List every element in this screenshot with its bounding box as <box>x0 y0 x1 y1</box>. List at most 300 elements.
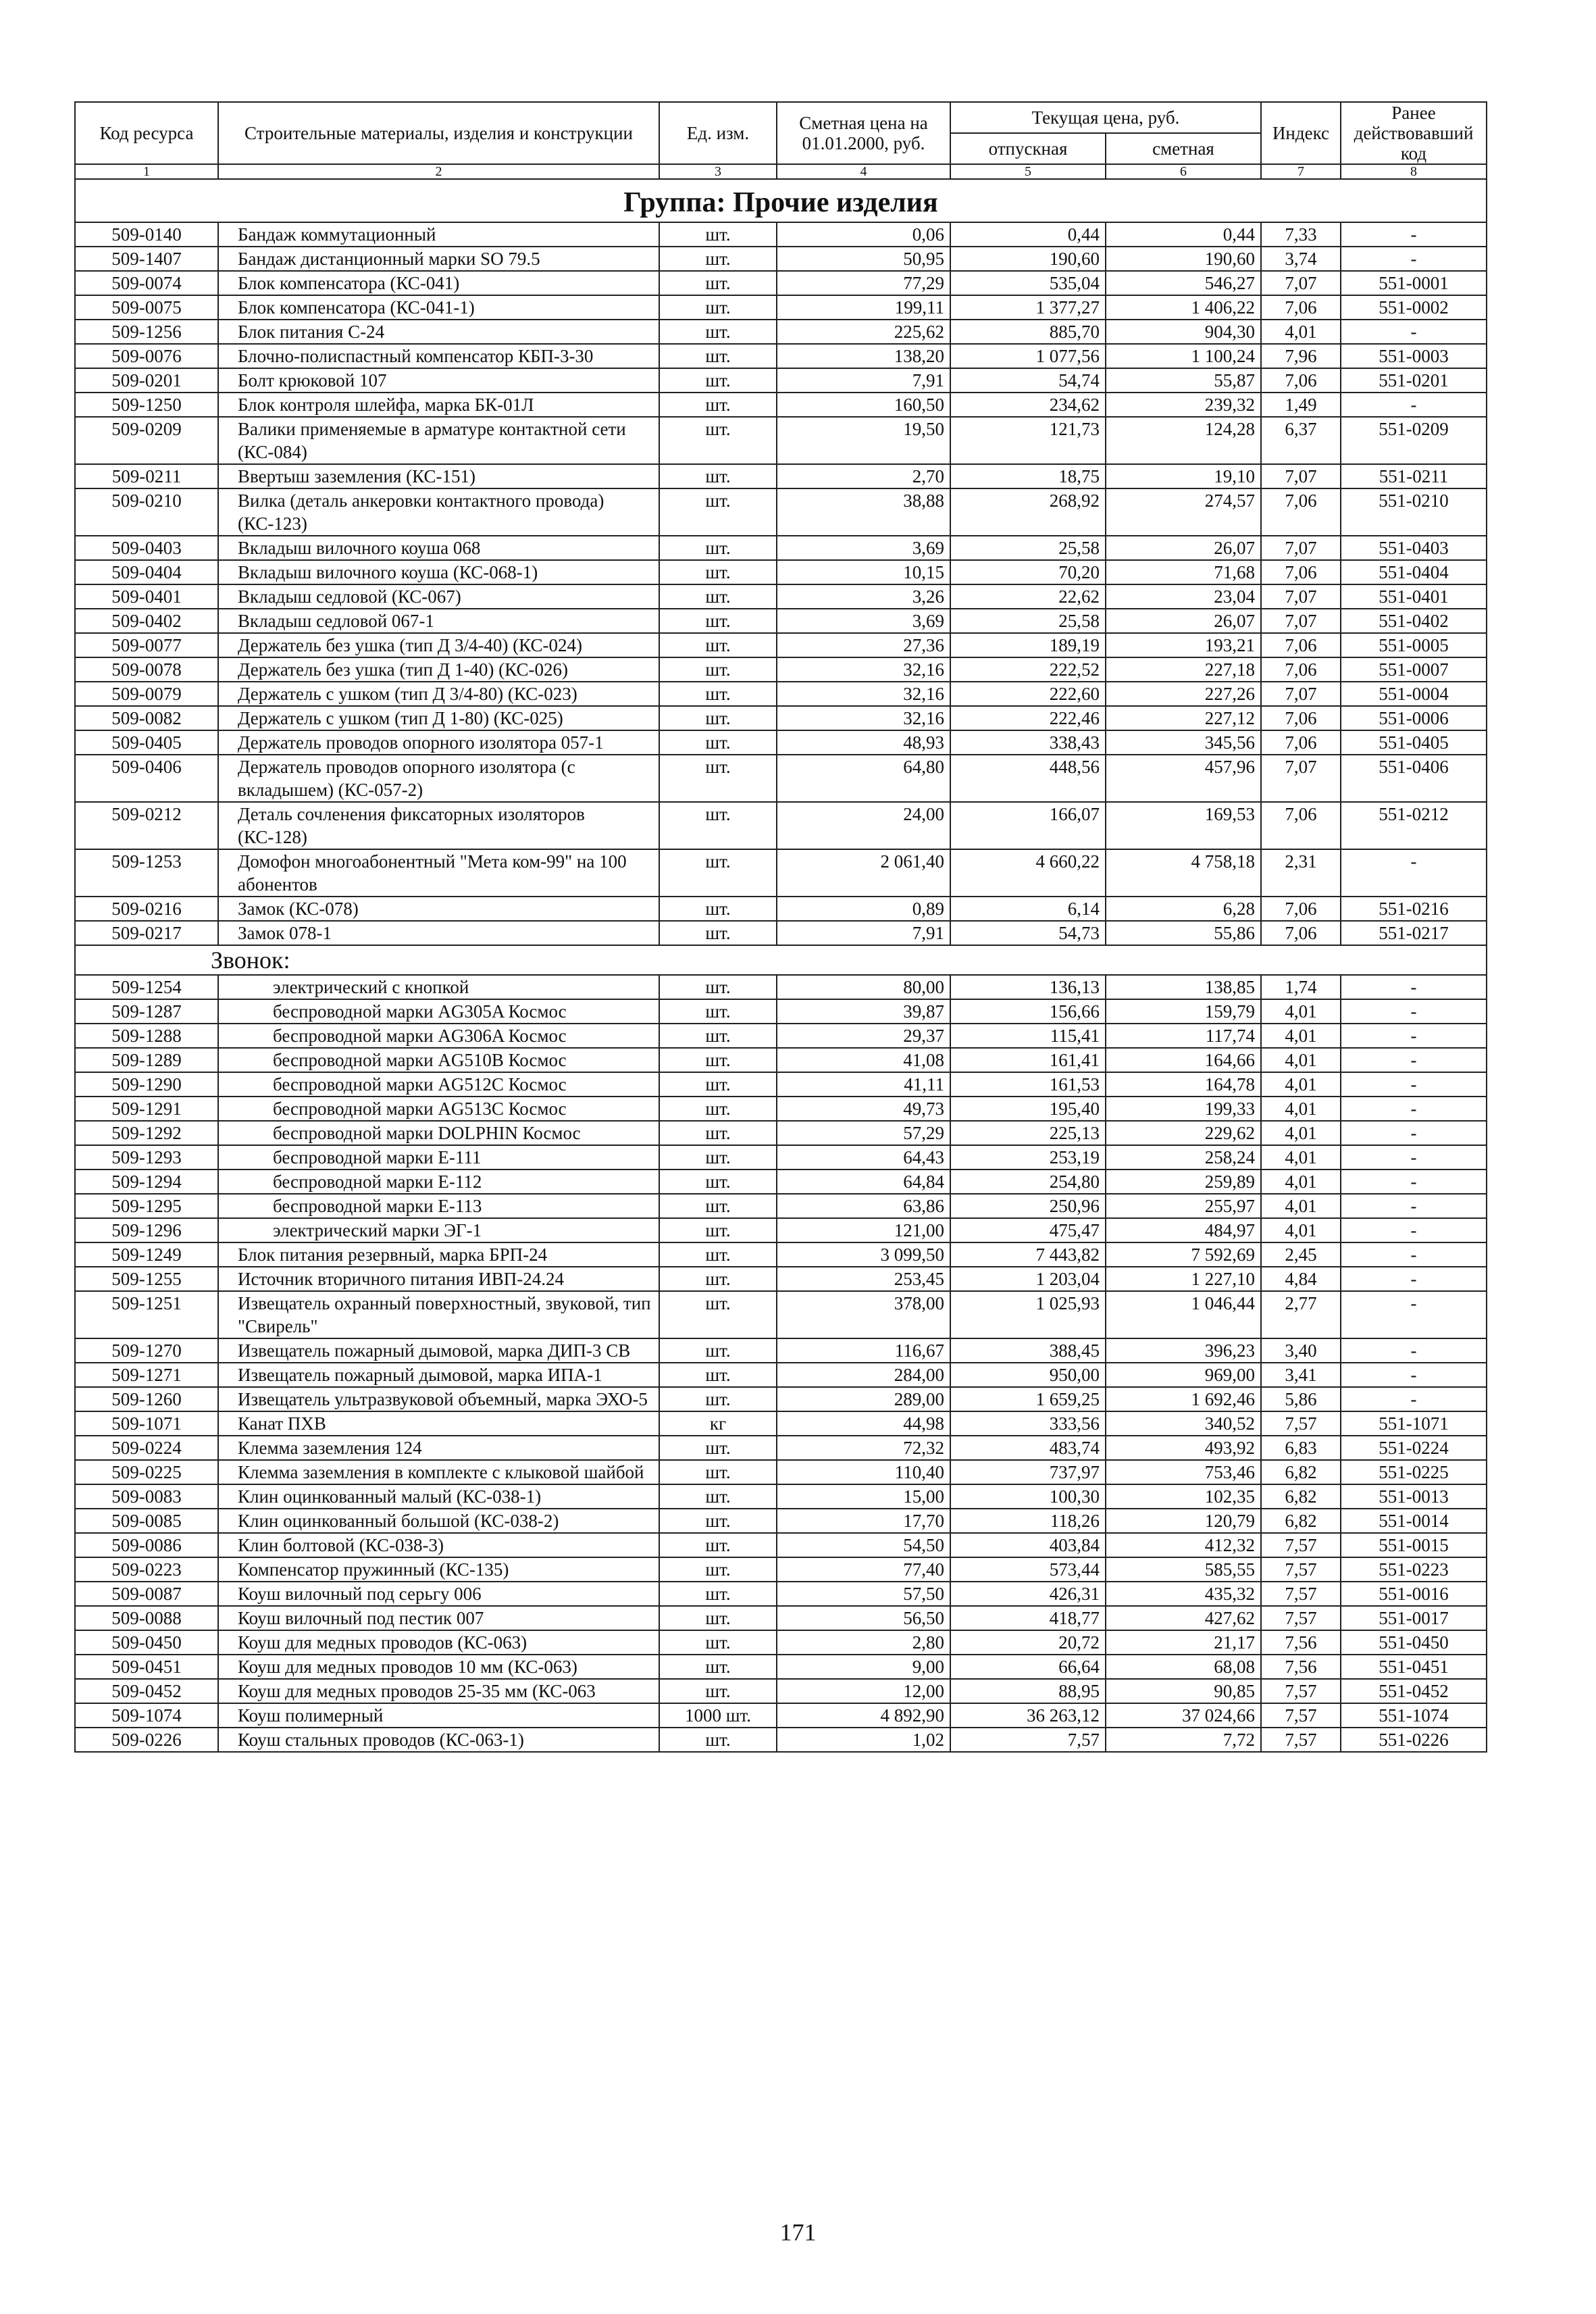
previous-code: - <box>1341 1218 1487 1242</box>
item-name: Компенсатор пружинный (КС-135) <box>218 1557 659 1582</box>
price-index: 7,07 <box>1261 464 1341 488</box>
price-index: 7,56 <box>1261 1630 1341 1655</box>
base-price: 64,80 <box>777 755 950 802</box>
unit-of-measure: шт. <box>659 633 777 657</box>
base-price: 41,11 <box>777 1072 950 1097</box>
unit-of-measure: шт. <box>659 755 777 802</box>
resource-code: 509-1292 <box>75 1121 218 1145</box>
table-row <box>75 536 1487 560</box>
release-price: 1 025,93 <box>950 1291 1106 1338</box>
item-name: Держатель проводов опорного изолятора (с вкладышем) (КС-057-2) <box>218 755 659 802</box>
price-index: 6,82 <box>1261 1460 1341 1484</box>
resource-code: 509-0075 <box>75 295 218 320</box>
header-row-1 <box>75 102 1487 133</box>
table-row <box>75 1630 1487 1655</box>
item-name: Вкладыш вилочного коуша 068 <box>218 536 659 560</box>
price-index: 7,07 <box>1261 584 1341 609</box>
price-index: 4,01 <box>1261 320 1341 344</box>
price-index: 7,07 <box>1261 755 1341 802</box>
resource-code: 509-0076 <box>75 344 218 368</box>
previous-code: 551-0201 <box>1341 368 1487 393</box>
previous-code: 551-0403 <box>1341 536 1487 560</box>
estimate-price: 159,79 <box>1106 999 1261 1024</box>
release-price: 195,40 <box>950 1097 1106 1121</box>
table-row <box>75 755 1487 802</box>
item-name: Блочно-полиспастный компенсатор КБП-3-30 <box>218 344 659 368</box>
resource-code: 509-0224 <box>75 1436 218 1460</box>
price-index: 4,01 <box>1261 1024 1341 1048</box>
previous-code: 551-0216 <box>1341 897 1487 921</box>
column-number: 5 <box>950 164 1106 179</box>
resource-code: 509-0079 <box>75 682 218 706</box>
previous-code: - <box>1341 222 1487 247</box>
resource-code: 509-0402 <box>75 609 218 633</box>
table-row <box>75 1267 1487 1291</box>
release-price: 885,70 <box>950 320 1106 344</box>
table-row <box>75 1097 1487 1121</box>
resource-code: 509-1295 <box>75 1194 218 1218</box>
base-price: 50,95 <box>777 247 950 271</box>
estimate-price: 412,32 <box>1106 1533 1261 1557</box>
resource-code: 509-0405 <box>75 730 218 755</box>
release-price: 254,80 <box>950 1169 1106 1194</box>
item-name: Коуш для медных проводов 25-35 мм (КС-063 <box>218 1679 659 1703</box>
table-row <box>75 1509 1487 1533</box>
estimate-price: 23,04 <box>1106 584 1261 609</box>
item-name: Клемма заземления в комплекте с клыковой шайбой <box>218 1460 659 1484</box>
unit-of-measure: шт. <box>659 320 777 344</box>
table-row <box>75 706 1487 730</box>
resource-code: 509-0085 <box>75 1509 218 1533</box>
base-price: 138,20 <box>777 344 950 368</box>
estimate-price: 1 100,24 <box>1106 344 1261 368</box>
base-price: 32,16 <box>777 706 950 730</box>
base-price: 64,43 <box>777 1145 950 1169</box>
price-index: 7,57 <box>1261 1703 1341 1728</box>
estimate-price: 457,96 <box>1106 755 1261 802</box>
unit-of-measure: шт. <box>659 417 777 464</box>
header-code: Код ресурса <box>75 102 218 164</box>
price-index: 7,06 <box>1261 657 1341 682</box>
page-number: 171 <box>779 2219 817 2246</box>
estimate-price: 227,12 <box>1106 706 1261 730</box>
unit-of-measure: шт. <box>659 1436 777 1460</box>
base-price: 77,29 <box>777 271 950 295</box>
item-name: Источник вторичного питания ИВП-24.24 <box>218 1267 659 1291</box>
unit-of-measure: шт. <box>659 1679 777 1703</box>
column-number: 1 <box>75 164 218 179</box>
unit-of-measure: шт. <box>659 1533 777 1557</box>
base-price: 9,00 <box>777 1655 950 1679</box>
release-price: 0,44 <box>950 222 1106 247</box>
resource-code: 509-0403 <box>75 536 218 560</box>
previous-code: - <box>1341 975 1487 999</box>
previous-code: 551-0405 <box>1341 730 1487 755</box>
release-price: 4 660,22 <box>950 849 1106 897</box>
previous-code: 551-0014 <box>1341 1509 1487 1533</box>
estimate-price: 102,35 <box>1106 1484 1261 1509</box>
estimate-price: 969,00 <box>1106 1363 1261 1387</box>
column-number: 3 <box>659 164 777 179</box>
unit-of-measure: шт. <box>659 1655 777 1679</box>
table-row <box>75 1557 1487 1582</box>
estimate-price: 1 692,46 <box>1106 1387 1261 1411</box>
resource-code: 509-0088 <box>75 1606 218 1630</box>
estimate-price: 55,86 <box>1106 921 1261 945</box>
release-price: 36 263,12 <box>950 1703 1106 1728</box>
resource-code: 509-0406 <box>75 755 218 802</box>
unit-of-measure: шт. <box>659 393 777 417</box>
item-name: Коуш стальных проводов (КС-063-1) <box>218 1728 659 1752</box>
estimate-price: 396,23 <box>1106 1338 1261 1363</box>
release-price: 388,45 <box>950 1338 1106 1363</box>
estimate-price: 193,21 <box>1106 633 1261 657</box>
item-name: Извещатель ультразвуковой объемный, марка ЭХО-5 <box>218 1387 659 1411</box>
column-number: 4 <box>777 164 950 179</box>
base-price: 77,40 <box>777 1557 950 1582</box>
base-price: 1,02 <box>777 1728 950 1752</box>
previous-code: 551-0225 <box>1341 1460 1487 1484</box>
release-price: 18,75 <box>950 464 1106 488</box>
resource-code: 509-0210 <box>75 488 218 536</box>
estimate-price: 435,32 <box>1106 1582 1261 1606</box>
unit-of-measure: шт. <box>659 1460 777 1484</box>
previous-code: 551-0223 <box>1341 1557 1487 1582</box>
item-name: Клин болтовой (КС-038-3) <box>218 1533 659 1557</box>
unit-of-measure: шт. <box>659 560 777 584</box>
resource-code: 509-1296 <box>75 1218 218 1242</box>
previous-code: - <box>1341 999 1487 1024</box>
table-row <box>75 1218 1487 1242</box>
item-name: Вкладыш седловой (КС-067) <box>218 584 659 609</box>
base-price: 80,00 <box>777 975 950 999</box>
table-row <box>75 271 1487 295</box>
base-price: 57,50 <box>777 1582 950 1606</box>
unit-of-measure: шт. <box>659 609 777 633</box>
release-price: 222,52 <box>950 657 1106 682</box>
table-row <box>75 633 1487 657</box>
base-price: 3,69 <box>777 536 950 560</box>
base-price: 116,67 <box>777 1338 950 1363</box>
base-price: 199,11 <box>777 295 950 320</box>
base-price: 7,91 <box>777 368 950 393</box>
previous-code: - <box>1341 1387 1487 1411</box>
header-index: Индекс <box>1261 102 1341 164</box>
table-row <box>75 682 1487 706</box>
previous-code: 551-0211 <box>1341 464 1487 488</box>
price-index: 5,86 <box>1261 1387 1341 1411</box>
estimate-price: 37 024,66 <box>1106 1703 1261 1728</box>
resource-code: 509-0452 <box>75 1679 218 1703</box>
unit-of-measure: шт. <box>659 1048 777 1072</box>
table-row <box>75 1121 1487 1145</box>
previous-code: 551-0210 <box>1341 488 1487 536</box>
resource-code: 509-0083 <box>75 1484 218 1509</box>
release-price: 222,60 <box>950 682 1106 706</box>
item-name: Блок питания резервный, марка БРП-24 <box>218 1242 659 1267</box>
estimate-price: 239,32 <box>1106 393 1261 417</box>
table-row <box>75 975 1487 999</box>
previous-code: - <box>1341 320 1487 344</box>
base-price: 10,15 <box>777 560 950 584</box>
previous-code: 551-1071 <box>1341 1411 1487 1436</box>
price-index: 7,06 <box>1261 921 1341 945</box>
base-price: 44,98 <box>777 1411 950 1436</box>
estimate-price: 274,57 <box>1106 488 1261 536</box>
price-index: 4,84 <box>1261 1267 1341 1291</box>
unit-of-measure: шт. <box>659 999 777 1024</box>
price-index: 3,40 <box>1261 1338 1341 1363</box>
release-price: 1 659,25 <box>950 1387 1106 1411</box>
unit-of-measure: шт. <box>659 1338 777 1363</box>
price-index: 4,01 <box>1261 1218 1341 1242</box>
estimate-price: 7,72 <box>1106 1728 1261 1752</box>
subgroup-row <box>75 945 1487 975</box>
base-price: 289,00 <box>777 1387 950 1411</box>
table-row <box>75 1363 1487 1387</box>
price-index: 1,74 <box>1261 975 1341 999</box>
previous-code: 551-0004 <box>1341 682 1487 706</box>
resource-code: 509-1294 <box>75 1169 218 1194</box>
estimate-price: 124,28 <box>1106 417 1261 464</box>
estimate-price: 258,24 <box>1106 1145 1261 1169</box>
estimate-price: 585,55 <box>1106 1557 1261 1582</box>
unit-of-measure: шт. <box>659 271 777 295</box>
price-index: 2,45 <box>1261 1242 1341 1267</box>
price-index: 2,77 <box>1261 1291 1341 1338</box>
unit-of-measure: шт. <box>659 222 777 247</box>
estimate-price: 164,66 <box>1106 1048 1261 1072</box>
base-price: 12,00 <box>777 1679 950 1703</box>
item-name: беспроводной марки AG305A Космос <box>218 999 659 1024</box>
release-price: 950,00 <box>950 1363 1106 1387</box>
price-index: 7,57 <box>1261 1533 1341 1557</box>
release-price: 6,14 <box>950 897 1106 921</box>
column-number-row <box>75 164 1487 179</box>
price-index: 7,57 <box>1261 1582 1341 1606</box>
previous-code: 551-0013 <box>1341 1484 1487 1509</box>
price-index: 7,33 <box>1261 222 1341 247</box>
release-price: 222,46 <box>950 706 1106 730</box>
resource-code: 509-0212 <box>75 802 218 849</box>
base-price: 2,80 <box>777 1630 950 1655</box>
item-name: Блок питания С-24 <box>218 320 659 344</box>
price-index: 7,57 <box>1261 1557 1341 1582</box>
resource-code: 509-1250 <box>75 393 218 417</box>
price-index: 4,01 <box>1261 1048 1341 1072</box>
previous-code: 551-0015 <box>1341 1533 1487 1557</box>
estimate-price: 255,97 <box>1106 1194 1261 1218</box>
resource-code: 509-1288 <box>75 1024 218 1048</box>
base-price: 7,91 <box>777 921 950 945</box>
release-price: 88,95 <box>950 1679 1106 1703</box>
previous-code: - <box>1341 1121 1487 1145</box>
previous-code: 551-0452 <box>1341 1679 1487 1703</box>
base-price: 63,86 <box>777 1194 950 1218</box>
unit-of-measure: шт. <box>659 1072 777 1097</box>
release-price: 166,07 <box>950 802 1106 849</box>
previous-code: 551-0003 <box>1341 344 1487 368</box>
release-price: 535,04 <box>950 271 1106 295</box>
estimate-price: 117,74 <box>1106 1024 1261 1048</box>
table-row <box>75 247 1487 271</box>
item-name: электрический марки ЭГ-1 <box>218 1218 659 1242</box>
item-name: Болт крюковой 107 <box>218 368 659 393</box>
estimate-price: 26,07 <box>1106 609 1261 633</box>
previous-code: 551-0002 <box>1341 295 1487 320</box>
price-index: 7,06 <box>1261 706 1341 730</box>
previous-code: 551-0006 <box>1341 706 1487 730</box>
release-price: 121,73 <box>950 417 1106 464</box>
item-name: беспроводной марки Е-113 <box>218 1194 659 1218</box>
item-name: Держатель без ушка (тип Д 3/4-40) (КС-024) <box>218 633 659 657</box>
resource-code: 509-0225 <box>75 1460 218 1484</box>
price-index: 4,01 <box>1261 999 1341 1024</box>
table-row <box>75 1728 1487 1752</box>
base-price: 57,29 <box>777 1121 950 1145</box>
base-price: 2,70 <box>777 464 950 488</box>
table-row <box>75 921 1487 945</box>
release-price: 253,19 <box>950 1145 1106 1169</box>
header-current-price: Текущая цена, руб. <box>950 102 1261 133</box>
base-price: 48,93 <box>777 730 950 755</box>
resource-code: 509-1251 <box>75 1291 218 1338</box>
unit-of-measure: шт. <box>659 1194 777 1218</box>
estimate-price: 1 046,44 <box>1106 1291 1261 1338</box>
item-name: Коуш для медных проводов 10 мм (КС-063) <box>218 1655 659 1679</box>
table-row <box>75 222 1487 247</box>
unit-of-measure: шт. <box>659 849 777 897</box>
table-row <box>75 1411 1487 1436</box>
item-name: Извещатель пожарный дымовой, марка ДИП-3 СВ <box>218 1338 659 1363</box>
item-name: Коуш для медных проводов (КС-063) <box>218 1630 659 1655</box>
table-row <box>75 849 1487 897</box>
price-index: 7,96 <box>1261 344 1341 368</box>
resource-code: 509-0087 <box>75 1582 218 1606</box>
price-table <box>74 101 1487 1753</box>
estimate-price: 55,87 <box>1106 368 1261 393</box>
item-name: Блок контроля шлейфа, марка БК-01Л <box>218 393 659 417</box>
release-price: 234,62 <box>950 393 1106 417</box>
column-number: 6 <box>1106 164 1261 179</box>
item-name: Вилка (деталь анкеровки контактного провода) (КС-123) <box>218 488 659 536</box>
table-row <box>75 1533 1487 1557</box>
table-row <box>75 1436 1487 1460</box>
item-name: Коуш вилочный под серьгу 006 <box>218 1582 659 1606</box>
base-price: 32,16 <box>777 682 950 706</box>
table-row <box>75 320 1487 344</box>
price-index: 7,07 <box>1261 536 1341 560</box>
price-index: 6,82 <box>1261 1509 1341 1533</box>
previous-code: - <box>1341 1169 1487 1194</box>
previous-code: 551-0017 <box>1341 1606 1487 1630</box>
unit-of-measure: 1000 шт. <box>659 1703 777 1728</box>
estimate-price: 90,85 <box>1106 1679 1261 1703</box>
item-name: Бандаж дистанционный марки SO 79.5 <box>218 247 659 271</box>
unit-of-measure: кг <box>659 1411 777 1436</box>
estimate-price: 0,44 <box>1106 222 1261 247</box>
table-row <box>75 1338 1487 1363</box>
resource-code: 509-0211 <box>75 464 218 488</box>
estimate-price: 6,28 <box>1106 897 1261 921</box>
resource-code: 509-1256 <box>75 320 218 344</box>
price-index: 7,07 <box>1261 682 1341 706</box>
previous-code: 551-1074 <box>1341 1703 1487 1728</box>
item-name: Валики применяемые в арматуре контактной сети (КС-084) <box>218 417 659 464</box>
unit-of-measure: шт. <box>659 1024 777 1048</box>
estimate-price: 259,89 <box>1106 1169 1261 1194</box>
previous-code: - <box>1341 1194 1487 1218</box>
price-index: 3,74 <box>1261 247 1341 271</box>
previous-code: 551-0450 <box>1341 1630 1487 1655</box>
release-price: 190,60 <box>950 247 1106 271</box>
price-index: 7,57 <box>1261 1606 1341 1630</box>
previous-code: - <box>1341 1048 1487 1072</box>
unit-of-measure: шт. <box>659 682 777 706</box>
base-price: 0,06 <box>777 222 950 247</box>
release-price: 1 377,27 <box>950 295 1106 320</box>
base-price: 24,00 <box>777 802 950 849</box>
release-price: 189,19 <box>950 633 1106 657</box>
item-name: Коуш полимерный <box>218 1703 659 1728</box>
price-index: 7,06 <box>1261 633 1341 657</box>
unit-of-measure: шт. <box>659 1291 777 1338</box>
release-price: 448,56 <box>950 755 1106 802</box>
table-row <box>75 999 1487 1024</box>
base-price: 64,84 <box>777 1169 950 1194</box>
unit-of-measure: шт. <box>659 657 777 682</box>
item-name: Извещатель охранный поверхностный, звуковой, тип "Свирель" <box>218 1291 659 1338</box>
resource-code: 509-1270 <box>75 1338 218 1363</box>
base-price: 0,89 <box>777 897 950 921</box>
unit-of-measure: шт. <box>659 488 777 536</box>
price-index: 4,01 <box>1261 1169 1341 1194</box>
item-name: Бандаж коммутационный <box>218 222 659 247</box>
table-row <box>75 1024 1487 1048</box>
table-row <box>75 1145 1487 1169</box>
resource-code: 509-0451 <box>75 1655 218 1679</box>
previous-code: 551-0224 <box>1341 1436 1487 1460</box>
resource-code: 509-1289 <box>75 1048 218 1072</box>
unit-of-measure: шт. <box>659 1582 777 1606</box>
previous-code: 551-0001 <box>1341 271 1487 295</box>
estimate-price: 484,97 <box>1106 1218 1261 1242</box>
table-row <box>75 802 1487 849</box>
unit-of-measure: шт. <box>659 344 777 368</box>
previous-code: 551-0217 <box>1341 921 1487 945</box>
base-price: 41,08 <box>777 1048 950 1072</box>
price-index: 7,06 <box>1261 897 1341 921</box>
header-release: отпускная <box>950 133 1106 164</box>
previous-code: 551-0402 <box>1341 609 1487 633</box>
table-row <box>75 1582 1487 1606</box>
base-price: 17,70 <box>777 1509 950 1533</box>
table-row <box>75 1048 1487 1072</box>
base-price: 38,88 <box>777 488 950 536</box>
estimate-price: 4 758,18 <box>1106 849 1261 897</box>
table-body <box>75 179 1487 1752</box>
previous-code: - <box>1341 1072 1487 1097</box>
estimate-price: 1 406,22 <box>1106 295 1261 320</box>
estimate-price: 164,78 <box>1106 1072 1261 1097</box>
price-index: 4,01 <box>1261 1097 1341 1121</box>
header-prev-code: Ранее действовавший код <box>1341 102 1487 164</box>
table-row <box>75 1606 1487 1630</box>
item-name: Деталь сочленения фиксаторных изоляторов (КС-128) <box>218 802 659 849</box>
resource-code: 509-1260 <box>75 1387 218 1411</box>
estimate-price: 546,27 <box>1106 271 1261 295</box>
unit-of-measure: шт. <box>659 464 777 488</box>
